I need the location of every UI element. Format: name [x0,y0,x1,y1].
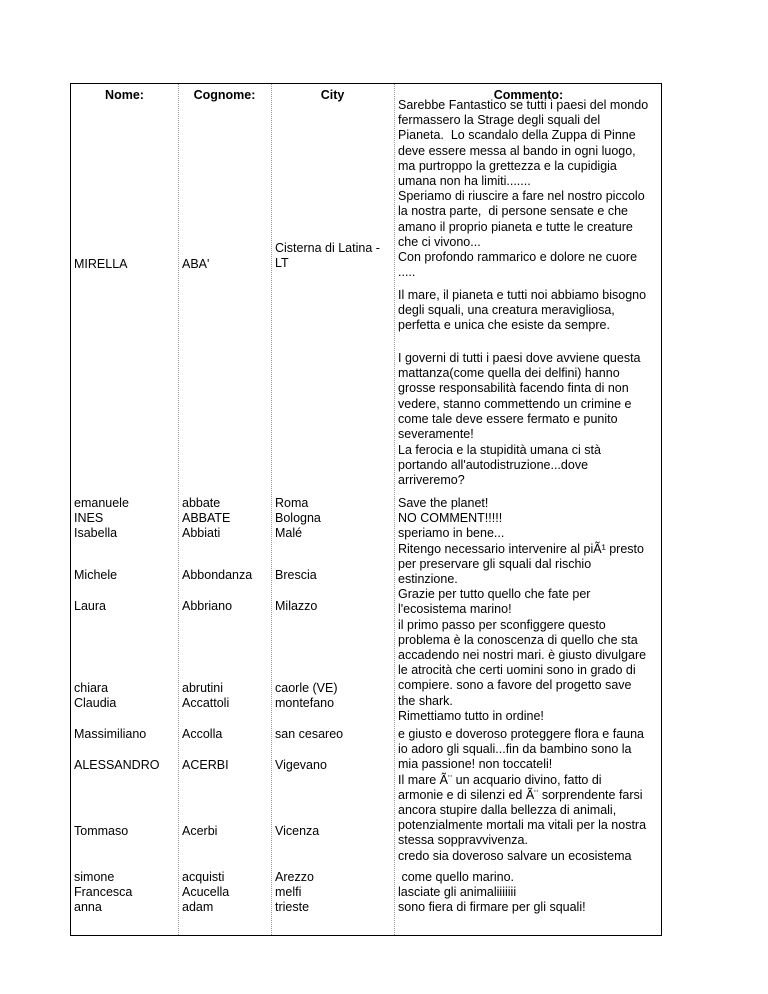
header-nome: Nome: [105,88,144,102]
cell-cognome: Accolla [182,727,223,741]
cell-city: Cisterna di Latina - LT [275,241,380,271]
comment-text: Sarebbe Fantastico se tutti i paesi del mondo fermassero la Strage degli squali del Pianeta. Lo scandalo della Zuppa di Pinne deve essere messa al bando in ogni luogo, ma purtroppo la grettezza e la cupidigia umana non ha limiti....... Speriamo di riuscire a fare nel nostro piccolo la nostra parte, di persone sensate e che amano il proprio pianeta e tutte le creature che ci vivono... Con profondo rammarico e dolore ne cuore ..... [398,98,649,280]
cell-nome: emanuele INES Isabella [74,496,129,541]
cell-cognome: Acerbi [182,824,218,838]
cell-nome: chiara Claudia [74,681,117,711]
cell-nome: MIRELLA [74,257,128,271]
cell-nome: Laura [74,599,106,613]
cell-cognome: ACERBI [182,758,229,772]
cell-city: caorle (VE) montefano [275,681,338,711]
cell-nome: Massimiliano [74,727,147,741]
column-divider [394,84,395,935]
cell-cognome: Abbondanza [182,568,253,582]
comment-text: I governi di tutti i paesi dove avviene questa mattanza(come quella dei delfini) hanno grosse responsabilità facendo finta di non vedere, stanno commettendo un crimine e come tale deve essere fermato e punito severamente! [398,351,641,442]
comment-text: come quello marino. lasciate gli animaliiiiiii sono fiera di firmare per gli squali! [398,870,586,915]
comment-text: La ferocia e la stupidità umana ci stà portando all'autodistruzione...dove arriveremo? [398,443,601,488]
cell-city: Roma Bologna Malé [275,496,321,541]
comment-text: Il mare, il pianeta e tutti noi abbiamo bisogno degli squali, una creatura meravigliosa, perfetta e unica che esiste da sempre. [398,288,647,333]
cell-cognome: Abbriano [182,599,233,613]
comment-text: Save the planet! NO COMMENT!!!!! speriamo in bene... Ritengo necessario intervenire al piÃ¹ presto per preservare gli squali dal rischio estinzione. Grazie per tutto quello che fate per l'ecosistema marino! il primo passo per sconfiggere questo problema è la conoscenza di quello che sta accadendo nei nostri mari. è giusto divulgare le atrocità che certi uomini sono in grado di compiere. sono a favore del progetto save the shark. Rimettiamo tutto in ordine! [398,496,647,723]
cell-nome: Michele [74,568,118,582]
cell-city: san cesareo [275,727,344,741]
cell-nome: Tommaso [74,824,129,838]
cell-nome: ALESSANDRO [74,758,160,772]
column-divider [271,84,272,935]
cell-city: Milazzo [275,599,318,613]
cell-cognome: abrutini Accattoli [182,681,230,711]
column-divider [178,84,179,935]
cell-city: Arezzo melfi trieste [275,870,314,915]
header-city: City [320,88,345,102]
cell-cognome: ABA' [182,257,210,271]
cell-nome: simone Francesca anna [74,870,133,915]
header-commento: Commento: [493,88,564,102]
header-cognome: Cognome: [193,88,256,102]
cell-city: Vigevano [275,758,327,772]
cell-cognome: abbate ABBATE Abbiati [182,496,231,541]
cell-cognome: acquisti Acucella adam [182,870,230,915]
cell-city: Brescia [275,568,317,582]
cell-city: Vicenza [275,824,320,838]
comments-table [70,83,662,936]
comment-text: e giusto e doveroso proteggere flora e fauna io adoro gli squali...fin da bambino sono la mia passione! non toccateli! Il mare Ã¨ un acquario divino, fatto di armonie e di silenzi ed Ã¨ sorprendente farsi ancora stupire dalla bellezza di animali, potenzialmente mortali ma vitali per la nostra stessa soppravvivenza. credo sia doveroso salvare un ecosistema [398,727,647,863]
